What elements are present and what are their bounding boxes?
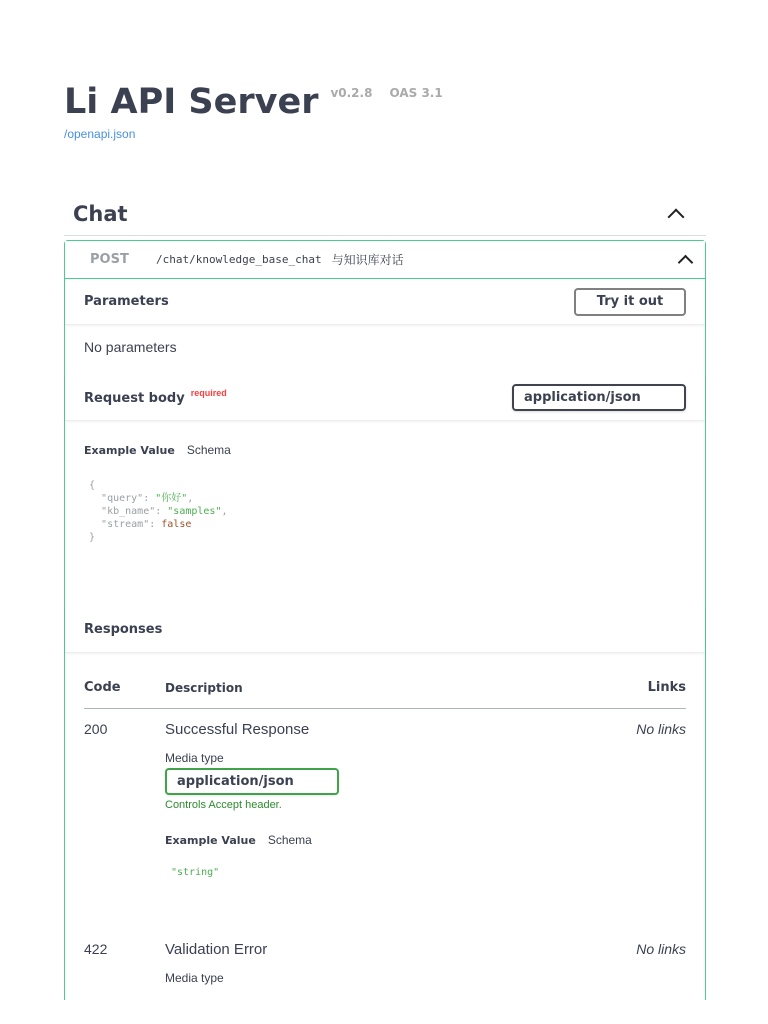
response-example-tabs	[165, 833, 686, 847]
no-parameters-text: No parameters	[84, 339, 177, 355]
responses-header	[65, 607, 705, 653]
code-key: "stream"	[101, 519, 150, 530]
content-type-select[interactable]: application/json	[512, 384, 686, 411]
example-code-block	[84, 479, 686, 544]
response-code: 422	[84, 941, 108, 957]
code-trail: ,	[187, 493, 194, 504]
media-type-select[interactable]: application/json	[165, 768, 339, 795]
response-row-200	[84, 709, 686, 929]
tag-name: Chat	[73, 201, 128, 226]
response-description: Successful Response	[165, 721, 310, 738]
code-sep: :	[149, 519, 162, 530]
responses-table	[65, 653, 705, 1009]
chevron-up-icon[interactable]	[668, 208, 685, 225]
code-value: false	[161, 519, 192, 530]
request-body-header	[65, 375, 705, 421]
responses-table-header	[84, 653, 686, 709]
media-type-label: Media type	[165, 751, 224, 765]
version-badge: v0.2.8	[330, 86, 373, 100]
tag-header-chat[interactable]	[64, 192, 706, 236]
accept-header-note: Controls Accept header.	[165, 799, 282, 811]
tab-example-value[interactable]: Example Value	[165, 833, 256, 847]
operation-path: /chat/knowledge_base_chat	[156, 253, 322, 266]
required-badge: required	[190, 388, 227, 398]
code-value: "samples"	[167, 506, 222, 517]
response-description: Validation Error	[165, 941, 268, 958]
tab-example-value[interactable]: Example Value	[84, 443, 175, 457]
code-sep: :	[143, 493, 156, 504]
example-tabs	[84, 443, 686, 457]
col-description: Description	[165, 681, 243, 695]
media-type-label: Media type	[165, 971, 224, 985]
code-brace-close: }	[89, 532, 96, 543]
col-links: Links	[647, 680, 686, 695]
response-links: No links	[636, 721, 686, 737]
parameters-title: Parameters	[84, 294, 169, 309]
api-title: Li API Server	[64, 82, 319, 122]
openapi-json-link[interactable]: /openapi.json	[64, 127, 136, 141]
col-code: Code	[84, 680, 121, 695]
code-key: "kb_name"	[101, 506, 156, 517]
responses-title: Responses	[84, 622, 163, 637]
operation-block-post	[64, 240, 706, 1000]
code-trail: ,	[221, 506, 228, 517]
tab-schema[interactable]: Schema	[186, 443, 231, 457]
parameters-header	[65, 279, 705, 325]
tab-schema[interactable]: Schema	[267, 833, 312, 847]
request-body-content	[65, 421, 705, 607]
response-row-422	[84, 929, 686, 1009]
title-row	[64, 80, 704, 124]
response-example-code: "string"	[171, 867, 220, 878]
try-it-out-button[interactable]: Try it out	[574, 288, 686, 316]
oas-badge: OAS 3.1	[389, 86, 443, 100]
operation-summary[interactable]	[65, 241, 705, 279]
response-code: 200	[84, 721, 108, 737]
code-sep: :	[155, 506, 168, 517]
response-links: No links	[636, 941, 686, 957]
code-brace-open: {	[89, 480, 96, 491]
api-info	[64, 80, 704, 141]
code-value: "你好"	[155, 493, 188, 504]
code-key: "query"	[101, 493, 144, 504]
chevron-up-icon[interactable]	[678, 255, 694, 271]
http-method-badge: POST	[90, 252, 129, 267]
request-body-title: Request body	[84, 391, 185, 406]
request-body-label	[84, 388, 227, 407]
operation-summary-text: 与知识库对话	[331, 253, 404, 267]
